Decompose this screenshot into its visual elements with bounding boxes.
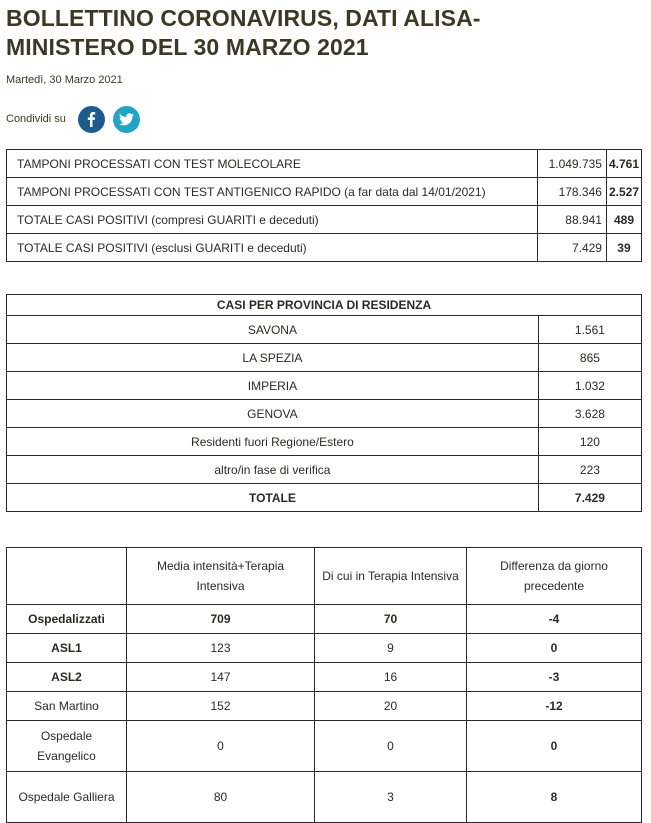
row-delta: 39 xyxy=(606,234,641,262)
province-table xyxy=(6,294,642,512)
row-delta: 4.761 xyxy=(606,150,641,178)
table-row xyxy=(7,663,642,692)
table-row xyxy=(7,206,642,234)
province-name: Residenti fuori Regione/Estero xyxy=(7,428,539,456)
hospital-diff: 0 xyxy=(467,721,642,772)
row-label: TAMPONI PROCESSATI CON TEST MOLECOLARE xyxy=(7,150,538,178)
hospital-media: 709 xyxy=(127,605,315,634)
province-value: 1.032 xyxy=(538,372,641,400)
province-name: LA SPEZIA xyxy=(7,344,539,372)
row-total: 1.049.735 xyxy=(537,150,606,178)
total-value: 7.429 xyxy=(538,484,641,512)
column-header: Di cui in Terapia Intensiva xyxy=(315,548,467,605)
page-title: BOLLETTINO CORONAVIRUS, DATI ALISA-MINISTERO DEL 30 MARZO 2021 xyxy=(6,5,481,60)
article xyxy=(0,0,651,134)
column-header: Differenza da giorno precedente xyxy=(467,548,642,605)
province-header-row xyxy=(7,295,642,316)
hospital-media: 152 xyxy=(127,692,315,721)
hospital-diff: 0 xyxy=(467,634,642,663)
ospedali-header-row xyxy=(7,548,642,605)
hospital-ti: 70 xyxy=(315,605,467,634)
table-row xyxy=(7,605,642,634)
province-value: 1.561 xyxy=(538,316,641,344)
province-total-row xyxy=(7,484,642,512)
table-row xyxy=(7,428,642,456)
hospital-ti: 20 xyxy=(315,692,467,721)
hospital-ti: 3 xyxy=(315,772,467,823)
hospital-diff: -12 xyxy=(467,692,642,721)
province-value: 865 xyxy=(538,344,641,372)
province-value: 120 xyxy=(538,428,641,456)
table-row xyxy=(7,456,642,484)
share-bar xyxy=(6,104,651,134)
hospital-media: 0 xyxy=(127,721,315,772)
hospital-ti: 0 xyxy=(315,721,467,772)
row-label: TOTALE CASI POSITIVI (compresi GUARITI e deceduti) xyxy=(7,206,538,234)
facebook-share-button[interactable] xyxy=(78,106,105,133)
twitter-icon xyxy=(119,113,134,126)
row-total: 88.941 xyxy=(537,206,606,234)
province-value: 3.628 xyxy=(538,400,641,428)
hospital-diff: 8 xyxy=(467,772,642,823)
province-header: CASI PER PROVINCIA DI RESIDENZA xyxy=(7,295,642,316)
column-header: Media intensità+Terapia Intensiva xyxy=(127,548,315,605)
hospital-media: 123 xyxy=(127,634,315,663)
row-delta: 2.527 xyxy=(606,178,641,206)
table-row xyxy=(7,344,642,372)
province-value: 223 xyxy=(538,456,641,484)
row-label: TAMPONI PROCESSATI CON TEST ANTIGENICO RAPIDO (a far data dal 14/01/2021) xyxy=(7,178,538,206)
table-row xyxy=(7,234,642,262)
twitter-share-button[interactable] xyxy=(113,106,140,133)
table-row xyxy=(7,772,642,823)
hospital-media: 80 xyxy=(127,772,315,823)
tamponi-table xyxy=(6,149,642,262)
hospital-name: Ospedalizzati xyxy=(7,605,127,634)
province-name: SAVONA xyxy=(7,316,539,344)
publish-date: Martedì, 30 Marzo 2021 xyxy=(6,74,123,86)
total-label: TOTALE xyxy=(7,484,539,512)
row-delta: 489 xyxy=(606,206,641,234)
hospital-diff: -3 xyxy=(467,663,642,692)
hospital-name: San Martino xyxy=(7,692,127,721)
hospital-name: ASL2 xyxy=(7,663,127,692)
column-header xyxy=(7,548,127,605)
hospital-name: Ospedale Galliera xyxy=(7,772,127,823)
province-name: IMPERIA xyxy=(7,372,539,400)
table-row xyxy=(7,634,642,663)
facebook-icon xyxy=(85,111,97,127)
share-label: Condividi su xyxy=(6,113,66,125)
table-row xyxy=(7,692,642,721)
table-row xyxy=(7,372,642,400)
hospital-name: Ospedale Evangelico xyxy=(7,721,127,772)
row-label: TOTALE CASI POSITIVI (esclusi GUARITI e deceduti) xyxy=(7,234,538,262)
row-total: 178.346 xyxy=(537,178,606,206)
hospital-name: ASL1 xyxy=(7,634,127,663)
table-row xyxy=(7,316,642,344)
row-total: 7.429 xyxy=(537,234,606,262)
hospital-ti: 16 xyxy=(315,663,467,692)
table-row xyxy=(7,400,642,428)
table-row xyxy=(7,178,642,206)
province-name: GENOVA xyxy=(7,400,539,428)
hospital-diff: -4 xyxy=(467,605,642,634)
province-name: altro/in fase di verifica xyxy=(7,456,539,484)
ospedali-table xyxy=(6,547,642,823)
table-row xyxy=(7,150,642,178)
hospital-ti: 9 xyxy=(315,634,467,663)
hospital-media: 147 xyxy=(127,663,315,692)
table-row xyxy=(7,721,642,772)
